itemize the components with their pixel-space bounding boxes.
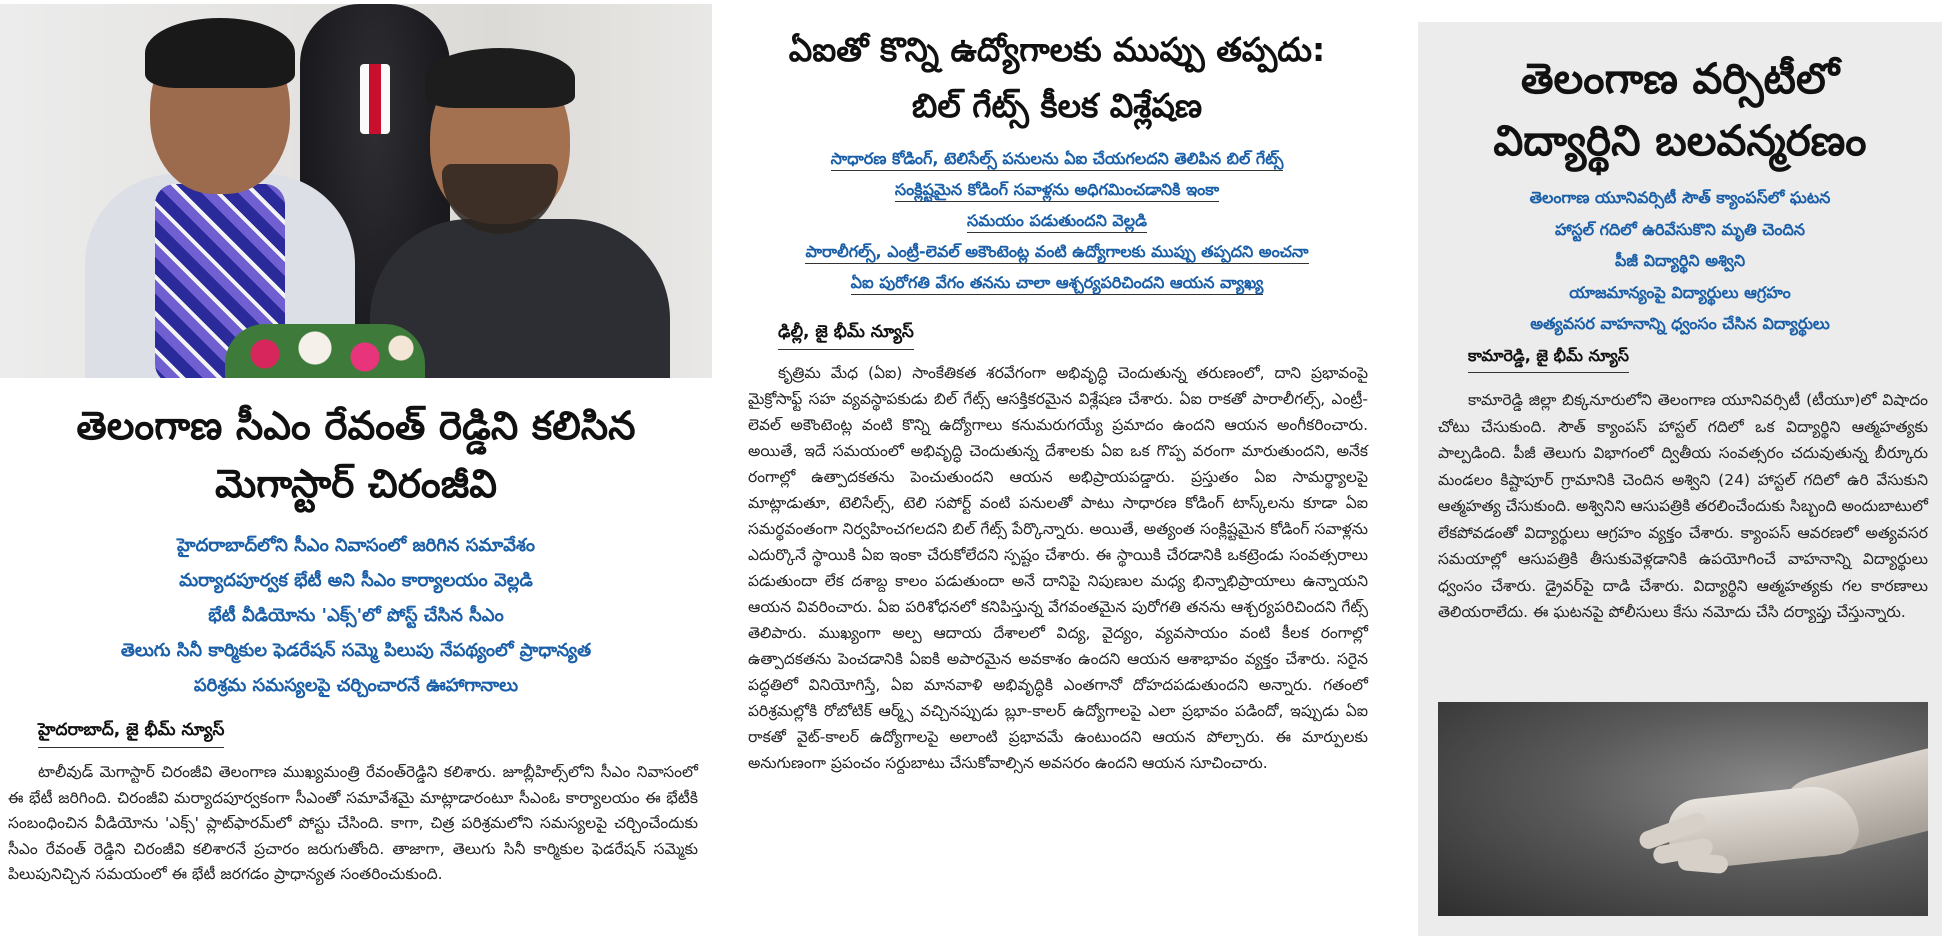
article-center-dateline: ఢిల్లీ, జై భీమ్ న్యూస్ [778, 322, 914, 350]
article-left-dateline: హైదరాబాద్, జై భీమ్ న్యూస్ [38, 720, 224, 748]
article-left-body: టాలీవుడ్ మెగాస్టార్ చిరంజీవి తెలంగాణ ముఖ్యమంత్రి రేవంత్‌రెడ్డిని కలిశారు. జూబ్లీహిల్స్‌లోని సీఎం నివాసంలో ఈ భేటీ జరిగింది. చిరంజీవి మర్యాదపూర్వకంగా సీఎంతో సమావేశమై మాట్లాడారంటూ సీఎంఓ కార్యాలయం ఈ భేటీకి సంబంధించిన వీడియోను 'ఎక్స్' ప్లాట్‌ఫారమ్‌లో పోస్టు చేసింది. కాగా, చిత్ర పరిశ్రమలోని సమస్యలపై చర్చించేందుకు సీఎం రేవంత్ రెడ్డిని చిరంజీవి కలిశారనే ప్రచారం జరుగుతోంది. తాజాగా, తెలుగు సినీ కార్మికుల ఫెడరేషన్ సమ్మెకు పిలుపునిచ్చిన సమయంలో ఈ భేటీ జరగడం ప్రాధాన్యత సంతరించుకుంది. [8, 763, 698, 884]
article-right [1418, 22, 1942, 936]
subhead: యాజమాన్యంపై విద్యార్థులు ఆగ్రహం [1569, 282, 1791, 302]
article-right-photo [1438, 702, 1928, 916]
subhead: తెలుగు సినీ కార్మికుల ఫెడరేషన్ సమ్మె పిలుపు నేపథ్యంలో ప్రాధాన్యత [120, 640, 592, 661]
flower-bouquet-image [225, 324, 425, 378]
article-left-subheads [0, 528, 712, 703]
article-right-dateline: కామారెడ్డి, జై భీమ్ న్యూస్ [1468, 346, 1629, 373]
subhead: మర్యాదపూర్వక భేటీ అని సీఎం కార్యాలయం వెల్లడి [179, 570, 533, 591]
subhead: హాస్టల్ గదిలో ఉరివేసుకొని మృతి చెందిన [1554, 219, 1806, 239]
article-left-photo [0, 4, 712, 378]
person-right-image [370, 44, 670, 378]
subhead: ఏఐ పురోగతి వేగం తనను చాలా ఆశ్చర్యపరిచిందని ఆయన వ్యాఖ్య [851, 273, 1264, 295]
article-left-headline: తెలంగాణ సీఎం రేవంత్ రెడ్డిని కలిసిన మెగాస్టార్ చిరంజీవి [76, 404, 636, 507]
subhead: అత్యవసర వాహనాన్ని ధ్వంసం చేసిన విద్యార్థులు [1530, 314, 1830, 333]
article-center [734, 0, 1380, 936]
subhead: సంక్లిష్టమైన కోడింగ్ సవాళ్లను అధిగమించడానికి ఇంకా [895, 180, 1219, 202]
article-center-subheads [734, 143, 1380, 298]
article-right-body: కామారెడ్డి జిల్లా బిక్కనూరులోని తెలంగాణ యూనివర్సిటీ (టీయూ)లో విషాదం చోటు చేసుకుంది. సౌత్ క్యాంపస్ హాస్టల్ గదిలో ఒక విద్యార్థిని ఆత్మహత్యకు పాల్పడింది. పీజీ తెలుగు విభాగంలో ద్వితీయ సంవత్సరం చదువుతున్న బీర్కూరు మండలం కిష్టాపూర్ గ్రామానికి చెందిన అశ్విని (24) హాస్టల్ గదిలో ఉరి వేసుకుని ఆత్మహత్య చేసుకుంది. అశ్వినిని ఆసుపత్రికి తరలించేందుకు సిబ్బంది అందుబాటులో లేకపోవడంతో విద్యార్థులు ఆగ్రహం వ్యక్తం చేశారు. క్యాంపస్ ఆవరణలో అత్యవసర సమయాల్లో ఆసుపత్రికి తీసుకువెళ్లడానికి ఉపయోగించే వాహనాన్ని విద్యార్థులు ధ్వంసం చేశారు. డ్రైవర్‌పై దాడి చేశారు. విద్యార్థిని ఆత్మహత్యకు గల కారణాలు తెలియరాలేదు. ఈ ఘటనపై పోలీసులు కేసు నమోదు చేసి దర్యాప్తు చేస్తున్నారు. [1438, 391, 1928, 621]
article-left [0, 0, 712, 936]
subhead: సాధారణ కోడింగ్, టెలిసేల్స్ పనులను ఏఐ చేయగలదని తెలిపిన బిల్ గేట్స్ [831, 149, 1284, 171]
subhead: పీజీ విద్యార్థిని అశ్విని [1614, 251, 1746, 270]
subhead: సమయం పడుతుందని వెల్లడి [967, 211, 1147, 233]
article-right-headline: తెలంగాణ వర్సిటీలో విద్యార్థిని బలవన్మరణం [1493, 54, 1867, 165]
article-center-headline: ఏఐతో కొన్ని ఉద్యోగాలకు ముప్పు తప్పదు: బిల్ గేట్స్ కీలక విశ్లేషణ [788, 30, 1326, 125]
subhead: భేటీ వీడియోను 'ఎక్స్'లో పోస్ట్ చేసిన సీఎం [208, 605, 504, 626]
subhead: పారాలీగల్స్, ఎంట్రీ-లెవల్ అకౌంటెంట్ల వంటి ఉద్యోగాలకు ముప్పు తప్పదని అంచనా [805, 242, 1308, 264]
subhead: తెలంగాణ యూనివర్సిటీ సౌత్ క్యాంపస్‌లో ఘటన [1529, 188, 1831, 207]
subhead: హైదరాబాద్‌లోని సీఎం నివాసంలో జరిగిన సమావేశం [177, 535, 535, 556]
article-right-subheads [1418, 182, 1942, 340]
article-center-body: కృత్రిమ మేధ (ఏఐ) సాంకేతికత శరవేగంగా అభివృద్ధి చెందుతున్న తరుణంలో, దాని ప్రభావంపై మైక్రోసాఫ్ట్ సహ వ్యవస్థాపకుడు బిల్ గేట్స్ ఆసక్తికరమైన విశ్లేషణ చేశారు. ఏఐ రాకతో పారాలీగల్స్, ఎంట్రీ-లెవల్ అకౌంటెంట్ల వంటి కొన్ని ఉద్యోగాలు కనుమరుగయ్యే ప్రమాదం ఉందని ఆయన అంగీకరించారు. అయితే, ఇదే సమయంలో అభివృద్ధి చెందుతున్న దేశాలకు ఏఐ ఒక గొప్ప వరంగా మారుతుందని, అనేక రంగాల్లో ఉత్పాదకతను పెంచుతుందని ఆయన అభిప్రాయపడ్డారు. ప్రస్తుతం ఏఐ సామర్థ్యాలపై మాట్లాడుతూ, టెలిసేల్స్, టెలి సపోర్ట్ వంటి పనులతో పాటు సాధారణ కోడింగ్ టాస్క్‌లను కూడా ఏఐ సమర్థవంతంగా నిర్వహించగలదని బిల్ గేట్స్ పేర్కొన్నారు. అయితే, అత్యంత సంక్లిష్టమైన కోడింగ్ సవాళ్లను ఎదుర్కొనే స్థాయికి ఏఐ ఇంకా చేరుకోలేదని స్పష్టం చేశారు. ఈ స్థాయికి చేరడానికి ఒకట్రెండు సంవత్సరాలు పడుతుందా లేక దశాబ్ద కాలం పడుతుందా అనే దానిపై నిపుణుల మధ్య భిన్నాభిప్రాయాలు ఉన్నాయని ఆయన వివరించారు. ఏఐ పరిశోధనలో కనిపిస్తున్న వేగవంతమైన పురోగతి తనను ఆశ్చర్యపరిచిందని గేట్స్ తెలిపారు. ముఖ్యంగా అల్ప ఆదాయ దేశాలలో విద్య, వైద్యం, వ్యవసాయం వంటి కీలక రంగాల్లో ఉత్పాదకతను పెంచడానికి ఏఐకి అపారమైన అవకాశం ఉందని ఆయన ఆశాభావం వ్యక్తం చేశారు. సరైన పద్ధతిలో వినియోగిస్తే, ఏఐ మానవాళి అభివృద్ధికి ఎంతగానో దోహదపడుతుందని అన్నారు. గతంలో పరిశ్రమల్లోకి రోబోటిక్ ఆర్మ్స్ వచ్చినప్పుడు బ్లూ-కాలర్ ఉద్యోగాలపై ఎలా ప్రభావం పడిందో, ఇప్పుడు ఏఐ రాకతో వైట్-కాలర్ ఉద్యోగాలపై అలాంటి ప్రభావమే ఉంటుందని ఆయన పోల్చారు. ఈ మార్పులకు అనుగుణంగా ప్రపంచం సర్దుబాటు చేసుకోవాల్సిన అవసరం ఉందని ఆయన సూచించారు. [748, 364, 1368, 772]
subhead: పరిశ్రమ సమస్యలపై చర్చించారనే ఊహాగానాలు [193, 675, 519, 696]
